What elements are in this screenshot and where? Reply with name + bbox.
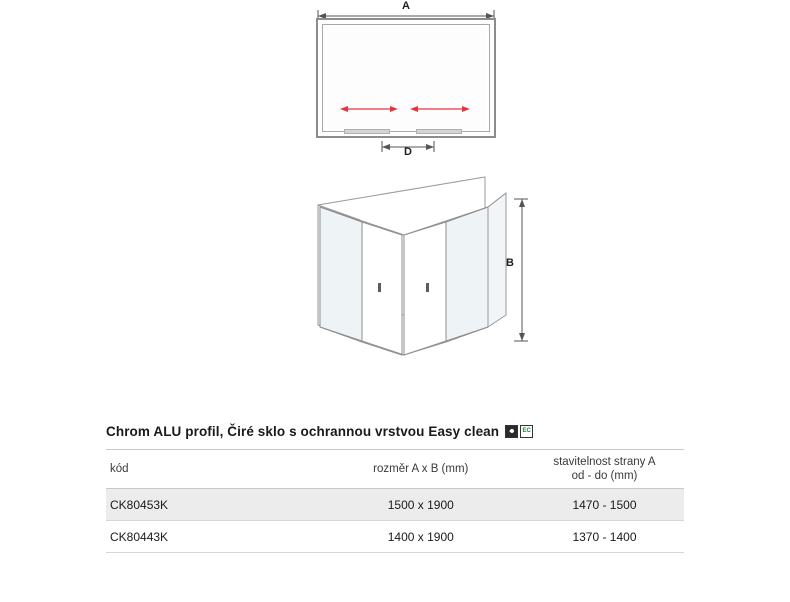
dimension-d-label: D bbox=[404, 146, 412, 158]
perspective-view bbox=[300, 165, 515, 360]
dimension-b-arrow bbox=[500, 195, 530, 345]
table-header-row bbox=[106, 450, 684, 489]
table-title: Chrom ALU profil, Čiré sklo s ochrannou vrstvou Easy clean bbox=[106, 424, 500, 439]
table-body bbox=[106, 489, 684, 553]
header-adjustment-line2: od - do (mm) bbox=[571, 470, 638, 482]
cell-size: 1400 x 1900 bbox=[317, 521, 525, 553]
easy-clean-icon: EC bbox=[520, 425, 533, 438]
cell-adjustment: 1370 - 1400 bbox=[525, 521, 684, 553]
table-title-row bbox=[106, 424, 684, 449]
sliding-direction-arrows bbox=[338, 102, 474, 116]
sliding-rail-left bbox=[344, 129, 390, 134]
water-drop-icon bbox=[505, 425, 518, 438]
cell-code: CK80453K bbox=[106, 489, 317, 521]
header-adjustment-line1: stavitelnost strany A bbox=[553, 455, 656, 468]
front-elevation-view bbox=[316, 18, 496, 138]
specification-table bbox=[106, 449, 684, 553]
dimension-b bbox=[500, 195, 540, 345]
sliding-rail-right bbox=[416, 129, 462, 134]
specification-table-block bbox=[106, 424, 684, 553]
cell-code: CK80443K bbox=[106, 521, 317, 553]
table-row bbox=[106, 521, 684, 553]
dimension-b-label: B bbox=[506, 257, 514, 269]
header-size: rozměr A x B (mm) bbox=[317, 450, 525, 489]
table-row bbox=[106, 489, 684, 521]
dimension-d bbox=[380, 140, 436, 162]
dimension-a-label: A bbox=[402, 0, 410, 12]
feature-badges bbox=[505, 425, 533, 438]
cell-size: 1500 x 1900 bbox=[317, 489, 525, 521]
header-code: kód bbox=[106, 450, 317, 489]
header-adjustment bbox=[525, 450, 684, 489]
cell-adjustment: 1470 - 1500 bbox=[525, 489, 684, 521]
